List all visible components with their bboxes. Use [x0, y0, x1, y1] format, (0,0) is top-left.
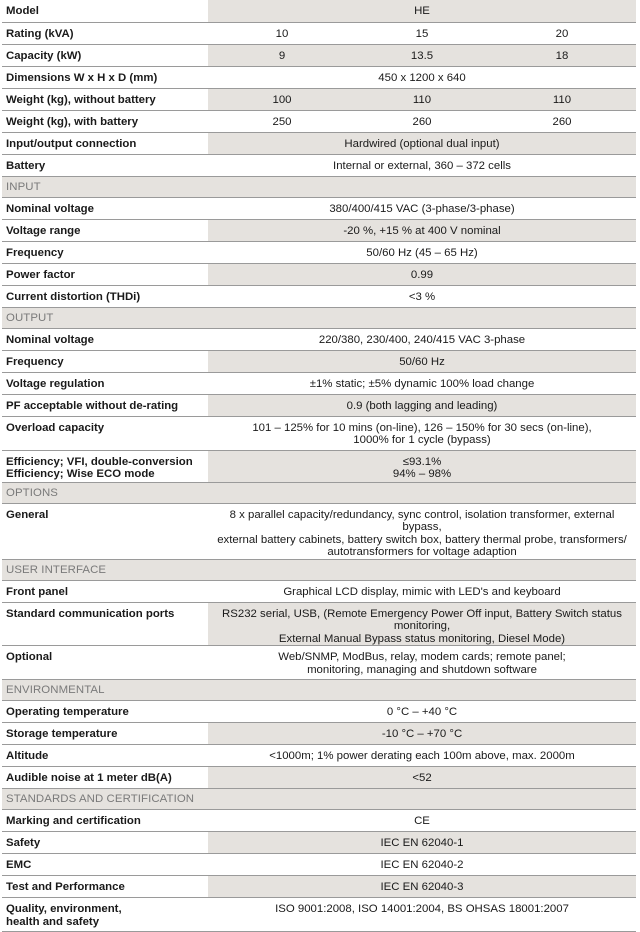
spec-values	[208, 44, 636, 66]
spec-label: Test and Performance	[2, 876, 208, 898]
spec-values	[208, 110, 636, 132]
spec-label: Current distortion (THDi)	[2, 285, 208, 307]
section-header-output	[2, 307, 636, 328]
spec-label: Capacity (kW)	[2, 44, 208, 66]
section-header-user-interface	[2, 559, 636, 580]
spec-label: Weight (kg), with battery	[2, 110, 208, 132]
spec-value: 50/60 Hz (45 – 65 Hz)	[208, 241, 636, 263]
spec-label: PF acceptable without de-rating	[2, 394, 208, 416]
spec-value-col-3: 18	[555, 49, 569, 62]
spec-row	[2, 898, 636, 932]
spec-value: Graphical LCD display, mimic with LED's and keyboard	[208, 580, 636, 602]
spec-value: 0.9 (both lagging and leading)	[208, 394, 636, 416]
spec-label: Power factor	[2, 263, 208, 285]
spec-label: Voltage range	[2, 219, 208, 241]
spec-row	[2, 263, 636, 285]
spec-label: Altitude	[2, 745, 208, 767]
spec-row	[2, 88, 636, 110]
spec-row	[2, 416, 636, 450]
spec-value: 8 x parallel capacity/redundancy, sync control, isolation transformer, external bypass, external battery cabinets, battery switch box, battery thermal probe, transformers/ autotransformers for voltage adaption	[208, 503, 636, 559]
spec-label: Model	[2, 0, 208, 22]
spec-value-col-3: 20	[555, 27, 569, 40]
spec-row	[2, 745, 636, 767]
spec-value: -20 %, +15 % at 400 V nominal	[208, 219, 636, 241]
spec-row	[2, 350, 636, 372]
spec-value: RS232 serial, USB, (Remote Emergency Power Off input, Battery Switch status monitoring, External Manual Bypass status monitoring, Diesel Mode)	[208, 602, 636, 646]
section-title: USER INTERFACE	[2, 559, 636, 580]
spec-value: HE	[208, 0, 636, 22]
spec-value: IEC EN 62040-3	[208, 876, 636, 898]
spec-row	[2, 285, 636, 307]
spec-label: Frequency	[2, 350, 208, 372]
spec-value-col-2: 13.5	[410, 49, 434, 62]
spec-label: Voltage regulation	[2, 372, 208, 394]
spec-label: Nominal voltage	[2, 328, 208, 350]
spec-value: Web/SNMP, ModBus, relay, modem cards; remote panel; monitoring, managing and shutdown software	[208, 646, 636, 680]
spec-label: Optional	[2, 646, 208, 680]
spec-label: Efficiency; VFI, double-conversion Efficiency; Wise ECO mode	[2, 450, 208, 482]
section-header-options	[2, 482, 636, 503]
spec-row	[2, 154, 636, 176]
spec-label: Safety	[2, 832, 208, 854]
spec-row	[2, 241, 636, 263]
spec-value: 380/400/415 VAC (3-phase/3-phase)	[208, 197, 636, 219]
spec-value: 50/60 Hz	[208, 350, 636, 372]
spec-value: IEC EN 62040-1	[208, 832, 636, 854]
spec-value: <52	[208, 767, 636, 789]
section-title: OUTPUT	[2, 307, 636, 328]
spec-row	[2, 197, 636, 219]
spec-value-col-3: 260	[552, 115, 572, 128]
spec-value: 0 °C – +40 °C	[208, 701, 636, 723]
spec-row	[2, 503, 636, 559]
spec-row	[2, 767, 636, 789]
spec-value-col-1: 10	[275, 27, 289, 40]
spec-label: Front panel	[2, 580, 208, 602]
spec-value: ≤93.1% 94% – 98%	[208, 450, 636, 482]
spec-value: IEC EN 62040-2	[208, 854, 636, 876]
spec-value-col-1: 9	[278, 49, 286, 62]
spec-label: General	[2, 503, 208, 559]
spec-row	[2, 372, 636, 394]
spec-row	[2, 450, 636, 482]
spec-row	[2, 723, 636, 745]
spec-value: -10 °C – +70 °C	[208, 723, 636, 745]
spec-value-col-2: 110	[412, 93, 432, 106]
spec-value: 101 – 125% for 10 mins (on-line), 126 – 150% for 30 secs (on-line), 1000% for 1 cycle (bypass)	[208, 416, 636, 450]
spec-table	[2, 0, 636, 932]
spec-label: Dimensions W x H x D (mm)	[2, 66, 208, 88]
spec-row	[2, 394, 636, 416]
spec-row	[2, 854, 636, 876]
spec-row	[2, 219, 636, 241]
spec-row	[2, 44, 636, 66]
spec-label: Input/output connection	[2, 132, 208, 154]
spec-row	[2, 580, 636, 602]
spec-label: EMC	[2, 854, 208, 876]
spec-value: 220/380, 230/400, 240/415 VAC 3-phase	[208, 328, 636, 350]
spec-label: Frequency	[2, 241, 208, 263]
section-title: OPTIONS	[2, 482, 636, 503]
spec-value: Hardwired (optional dual input)	[208, 132, 636, 154]
section-header-environmental	[2, 680, 636, 701]
section-title: INPUT	[2, 176, 636, 197]
spec-value: 0.99	[208, 263, 636, 285]
spec-value: <3 %	[208, 285, 636, 307]
spec-label: Overload capacity	[2, 416, 208, 450]
spec-label: Rating (kVA)	[2, 22, 208, 44]
spec-row	[2, 646, 636, 680]
spec-value-col-2: 15	[415, 27, 429, 40]
spec-label: Audible noise at 1 meter dB(A)	[2, 767, 208, 789]
spec-table-body	[2, 0, 636, 932]
spec-label: Quality, environment, health and safety	[2, 898, 208, 932]
spec-label: Battery	[2, 154, 208, 176]
spec-value: ±1% static; ±5% dynamic 100% load change	[208, 372, 636, 394]
spec-values	[208, 22, 636, 44]
spec-row	[2, 876, 636, 898]
spec-label: Operating temperature	[2, 701, 208, 723]
spec-row	[2, 132, 636, 154]
spec-row	[2, 22, 636, 44]
spec-value-col-1: 100	[272, 93, 292, 106]
spec-label: Nominal voltage	[2, 197, 208, 219]
section-title: STANDARDS AND CERTIFICATION	[2, 789, 636, 810]
spec-value: <1000m; 1% power derating each 100m above, max. 2000m	[208, 745, 636, 767]
spec-label: Marking and certification	[2, 810, 208, 832]
spec-row	[2, 110, 636, 132]
spec-label: Weight (kg), without battery	[2, 88, 208, 110]
section-header-standards-and-certification	[2, 789, 636, 810]
spec-value-col-1: 250	[272, 115, 292, 128]
spec-row	[2, 602, 636, 646]
spec-row	[2, 66, 636, 88]
section-title: ENVIRONMENTAL	[2, 680, 636, 701]
spec-row	[2, 328, 636, 350]
spec-row	[2, 0, 636, 22]
spec-label: Standard communication ports	[2, 602, 208, 646]
spec-value-col-2: 260	[412, 115, 432, 128]
spec-values	[208, 88, 636, 110]
spec-value: Internal or external, 360 – 372 cells	[208, 154, 636, 176]
spec-row	[2, 832, 636, 854]
spec-value-col-3: 110	[552, 93, 572, 106]
spec-row	[2, 701, 636, 723]
spec-value: 450 x 1200 x 640	[208, 66, 636, 88]
spec-row	[2, 810, 636, 832]
spec-value: ISO 9001:2008, ISO 14001:2004, BS OHSAS 18001:2007	[208, 898, 636, 932]
spec-value: CE	[208, 810, 636, 832]
spec-label: Storage temperature	[2, 723, 208, 745]
section-header-input	[2, 176, 636, 197]
